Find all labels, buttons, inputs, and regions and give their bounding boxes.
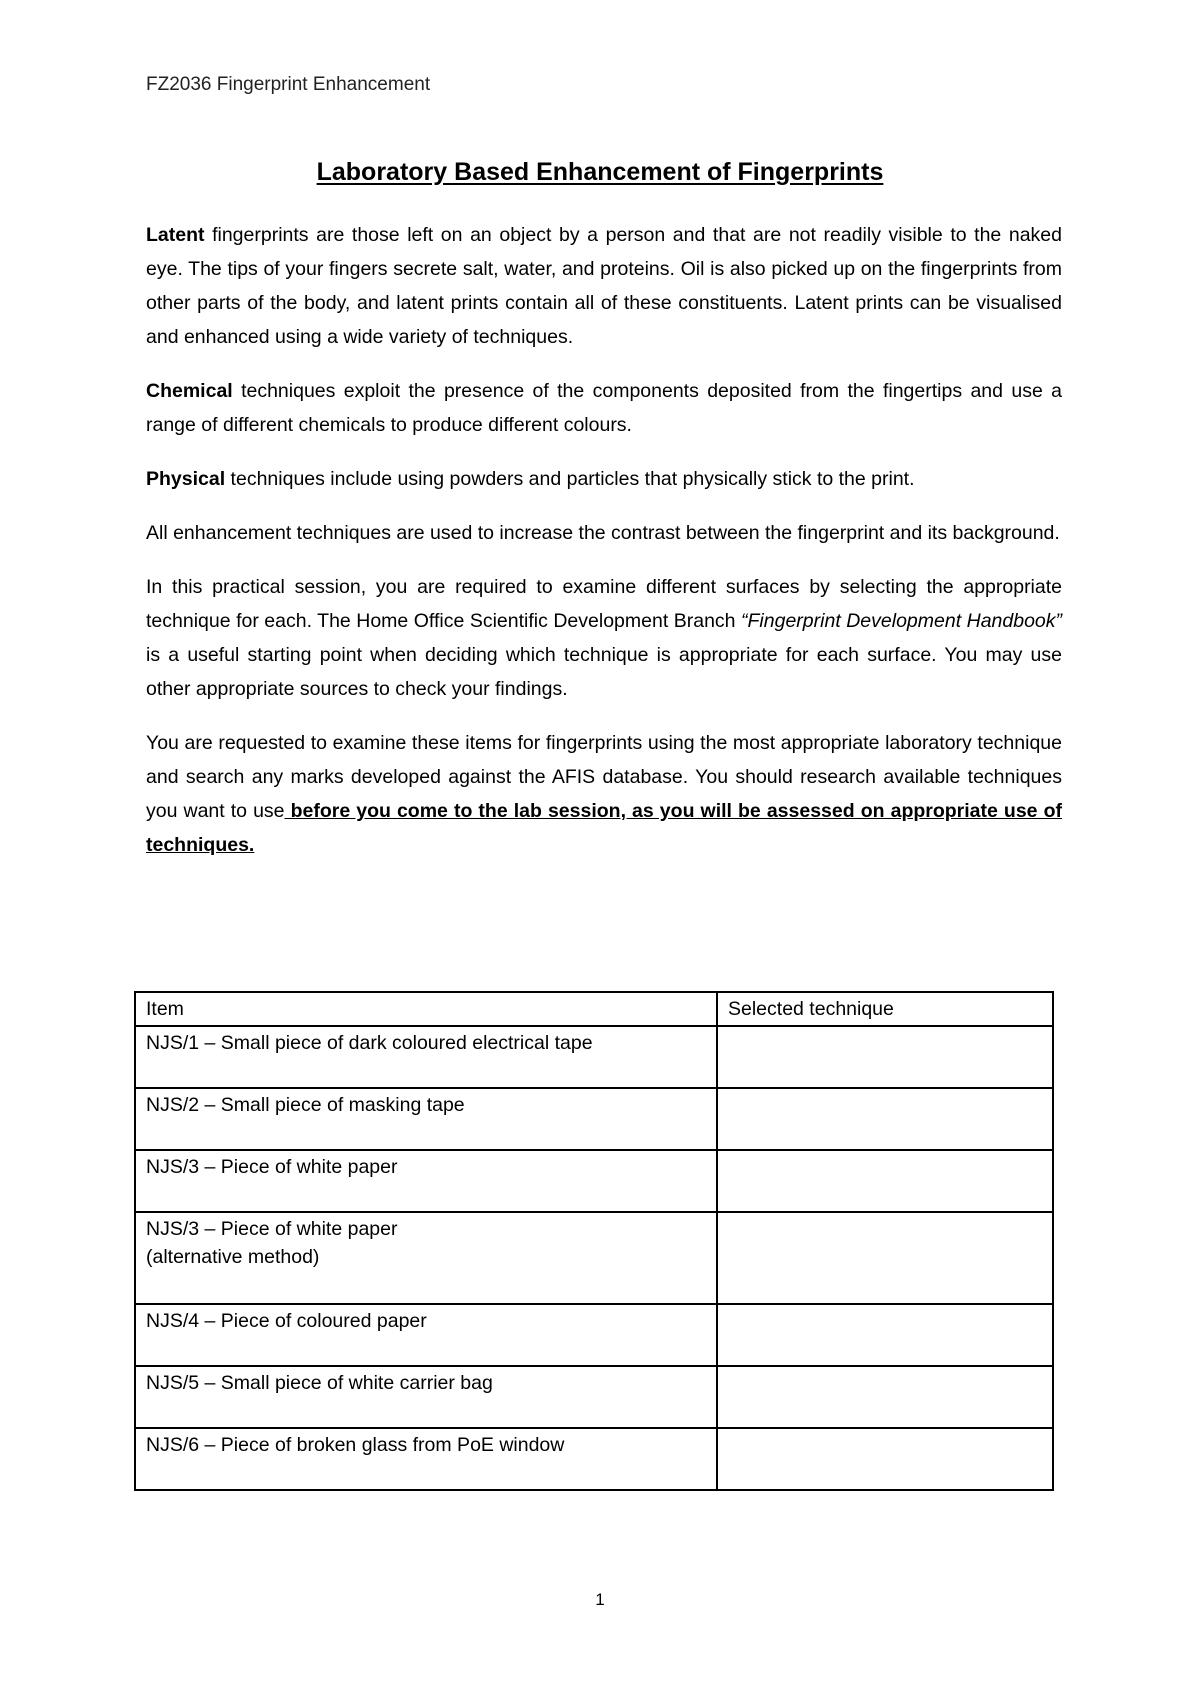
document-header: FZ2036 Fingerprint Enhancement: [146, 74, 431, 95]
item-cell: NJS/2 – Small piece of masking tape: [135, 1088, 717, 1150]
item-cell: NJS/6 – Piece of broken glass from PoE window: [135, 1428, 717, 1490]
header-selected-technique: Selected technique: [717, 992, 1053, 1026]
technique-cell[interactable]: [717, 1304, 1053, 1366]
technique-cell[interactable]: [717, 1212, 1053, 1304]
item-cell: NJS/5 – Small piece of white carrier bag: [135, 1366, 717, 1428]
item-cell: NJS/3 – Piece of white paper (alternative method): [135, 1212, 717, 1304]
table-row: [135, 1026, 1053, 1088]
paragraph-latent: Latent fingerprints are those left on an object by a person and that are not readily visible to the naked eye. The tips of your fingers secrete salt, water, and proteins. Oil is also picked up on the fingerprints from other parts of the body, and latent prints contain all of these constituents. Latent prints can be visualised and enhanced using a wide variety of techniques.: [146, 224, 1062, 348]
table-row: [135, 1428, 1053, 1490]
table-header-row: [135, 992, 1053, 1026]
handbook-title: “Fingerprint Development Handbook”: [741, 610, 1063, 632]
term-chemical: Chemical: [146, 380, 233, 402]
table-row: [135, 1366, 1053, 1428]
item-cell: NJS/1 – Small piece of dark coloured electrical tape: [135, 1026, 717, 1088]
table-row: [135, 1088, 1053, 1150]
technique-table-wrapper: [134, 991, 1054, 1491]
technique-cell[interactable]: [717, 1026, 1053, 1088]
page-number: 1: [595, 1590, 605, 1609]
term-physical: Physical: [146, 468, 226, 490]
technique-cell[interactable]: [717, 1150, 1053, 1212]
paragraph-chemical: Chemical techniques exploit the presence of the components deposited from the fingertips and use a range of different chemicals to produce different colours.: [146, 380, 1062, 436]
technique-table: [134, 991, 1054, 1491]
paragraph-instructions: You are requested to examine these items for fingerprints using the most appropriate laboratory technique and search any marks developed against the AFIS database. You should research available techniques you want to use before you come to the lab session, as you will be assessed on appropriate use of techniques.: [146, 732, 1062, 856]
header-item: Item: [135, 992, 717, 1026]
term-latent: Latent: [146, 224, 205, 246]
paragraph-physical: Physical techniques include using powders and particles that physically stick to the print.: [146, 468, 915, 490]
technique-cell[interactable]: [717, 1088, 1053, 1150]
technique-cell[interactable]: [717, 1428, 1053, 1490]
table-row: [135, 1212, 1053, 1304]
paragraph-contrast: All enhancement techniques are used to increase the contrast between the fingerprint and its background.: [146, 522, 1060, 544]
technique-cell[interactable]: [717, 1366, 1053, 1428]
table-row: [135, 1304, 1053, 1366]
assessment-warning: before you come to the lab session, as you will be assessed on appropriate use of techniques.: [146, 800, 1062, 856]
paragraph-practical: In this practical session, you are required to examine different surfaces by selecting the appropriate technique for each. The Home Office Scientific Development Branch “Fingerprint Development Handbook” is a useful starting point when deciding which technique is appropriate for each surface. You may use other appropriate sources to check your findings.: [146, 576, 1063, 700]
body-text: [146, 218, 1062, 882]
item-note: (alternative method): [146, 1246, 320, 1268]
item-cell: NJS/3 – Piece of white paper: [135, 1150, 717, 1212]
table-row: [135, 1150, 1053, 1212]
page-title: Laboratory Based Enhancement of Fingerprints: [316, 158, 884, 186]
item-cell: NJS/4 – Piece of coloured paper: [135, 1304, 717, 1366]
